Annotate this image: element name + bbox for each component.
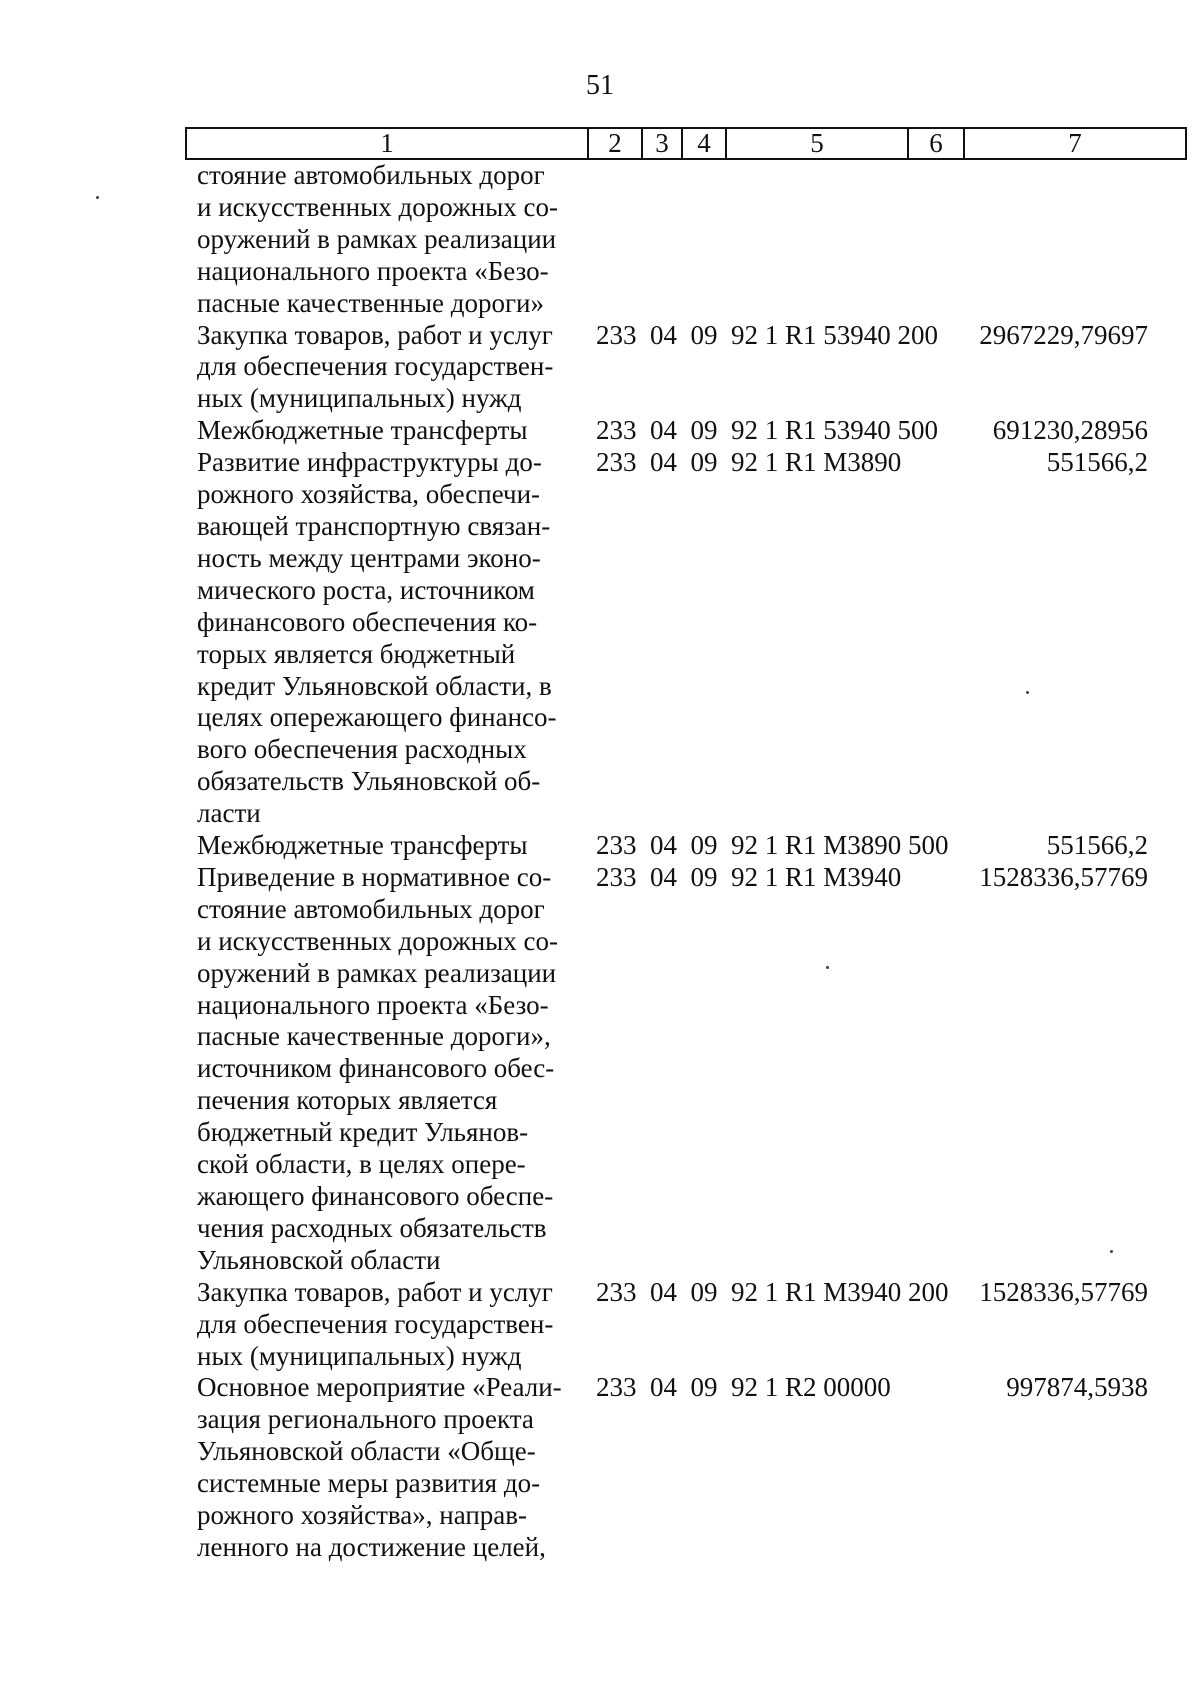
description-line: чения расходных обязательств — [197, 1212, 547, 1243]
scan-speck — [1110, 1250, 1113, 1253]
description-line: мического роста, источником — [197, 574, 535, 605]
description-line: национального проекта «Безо- — [197, 255, 549, 286]
row-amount: 551566,2 — [1046, 447, 1148, 478]
description-line: жающего финансового обеспе- — [197, 1181, 554, 1211]
column-header-4: 4 — [682, 128, 726, 159]
column-header-3: 3 — [642, 128, 682, 159]
row-description — [197, 447, 577, 830]
description-line: Межбюджетные трансферты — [197, 415, 528, 446]
description-line: финансового обеспечения ко- — [197, 606, 538, 637]
description-line: ных (муниципальных) нужд — [197, 1340, 522, 1371]
row-description — [197, 320, 577, 416]
row-description — [197, 862, 577, 1277]
description-line: ность между центрами эконо- — [197, 542, 541, 573]
description-line: ленного на достижение целей, — [197, 1531, 546, 1562]
row-amount: 2967229,79697 — [979, 319, 1148, 350]
description-line: национального проекта «Безо- — [197, 989, 549, 1020]
row-description — [197, 415, 577, 447]
scan-speck — [96, 196, 99, 199]
description-line: Основное мероприятие «Реали- — [197, 1372, 562, 1403]
description-line: кредит Ульяновской области, в — [197, 670, 552, 701]
description-line: Ульяновской области — [197, 1244, 441, 1275]
row-budget-codes: 233 04 09 92 1 R1 M3940 200 — [596, 1276, 949, 1307]
description-line: пасные качественные дороги», — [197, 1021, 551, 1052]
column-header-6: 6 — [908, 128, 964, 159]
page-number: 51 — [586, 70, 614, 101]
description-line: вого обеспечения расходных — [197, 734, 527, 765]
description-line: системные меры развития до- — [197, 1468, 541, 1499]
table-row — [0, 1372, 1200, 1563]
table-row — [0, 447, 1200, 830]
row-budget-codes: 233 04 09 92 1 R1 M3940 — [596, 861, 902, 892]
description-line: Закупка товаров, работ и услуг — [197, 319, 553, 350]
column-header-table — [185, 127, 1187, 160]
scan-speck — [1026, 691, 1029, 694]
budget-table-body — [0, 160, 1200, 1564]
column-header-2: 2 — [588, 128, 642, 159]
description-line: торых является бюджетный — [197, 638, 516, 669]
row-budget-codes: 233 04 09 92 1 R1 M3890 — [596, 447, 902, 478]
description-line: источником финансового обес- — [197, 1053, 555, 1084]
row-amount: 691230,28956 — [992, 415, 1148, 446]
description-line: пасные качественные дороги» — [197, 287, 544, 318]
description-line: Ульяновской области «Обще- — [197, 1436, 536, 1467]
description-line: Развитие инфраструктуры до- — [197, 447, 542, 478]
table-row — [0, 160, 1200, 320]
description-line: вающей транспортную связан- — [197, 510, 551, 541]
row-description — [197, 1277, 577, 1373]
description-line: оружений в рамках реализации — [197, 223, 557, 254]
description-line: Межбюджетные трансферты — [197, 830, 528, 861]
column-header-7: 7 — [964, 128, 1186, 159]
row-amount: 997874,5938 — [1006, 1372, 1148, 1403]
description-line: и искусственных дорожных со- — [197, 925, 559, 956]
row-description — [197, 1372, 577, 1563]
row-amount: 1528336,57769 — [979, 861, 1148, 892]
column-header-row — [186, 128, 1186, 159]
row-amount: 1528336,57769 — [979, 1276, 1148, 1307]
description-line: зация регионального проекта — [197, 1404, 534, 1435]
table-row — [0, 415, 1200, 447]
row-budget-codes: 233 04 09 92 1 R2 00000 — [596, 1372, 891, 1403]
table-row — [0, 320, 1200, 416]
description-line: ных (муниципальных) нужд — [197, 383, 522, 414]
table-row — [0, 862, 1200, 1277]
row-budget-codes: 233 04 09 92 1 R1 53940 500 — [596, 415, 939, 446]
description-line: рожного хозяйства, обеспечи- — [197, 479, 541, 510]
row-budget-codes: 233 04 09 92 1 R1 M3890 500 — [596, 830, 949, 861]
row-amount: 551566,2 — [1046, 830, 1148, 861]
description-line: печения которых является — [197, 1085, 498, 1116]
column-header-1: 1 — [186, 128, 588, 159]
description-line: ласти — [197, 798, 261, 829]
description-line: бюджетный кредит Ульянов- — [197, 1117, 529, 1148]
description-line: стояние автомобильных дорог — [197, 893, 545, 924]
description-line: и искусственных дорожных со- — [197, 191, 559, 222]
description-line: Закупка товаров, работ и услуг — [197, 1276, 553, 1307]
description-line: оружений в рамках реализации — [197, 957, 557, 988]
description-line: для обеспечения государствен- — [197, 1308, 554, 1339]
row-budget-codes: 233 04 09 92 1 R1 53940 200 — [596, 319, 939, 350]
table-row — [0, 1277, 1200, 1373]
description-line: рожного хозяйства», направ- — [197, 1500, 527, 1531]
row-description — [197, 160, 577, 320]
column-header-5: 5 — [726, 128, 908, 159]
description-line: обязательств Ульяновской об- — [197, 766, 541, 797]
description-line: для обеспечения государствен- — [197, 351, 554, 382]
row-description — [197, 830, 577, 862]
description-line: Приведение в нормативное со- — [197, 861, 552, 892]
scan-speck — [826, 966, 829, 969]
description-line: целях опережающего финансо- — [197, 702, 557, 733]
description-line: ской области, в целях опере- — [197, 1149, 526, 1180]
table-row — [0, 830, 1200, 862]
description-line: стояние автомобильных дорог — [197, 160, 545, 190]
